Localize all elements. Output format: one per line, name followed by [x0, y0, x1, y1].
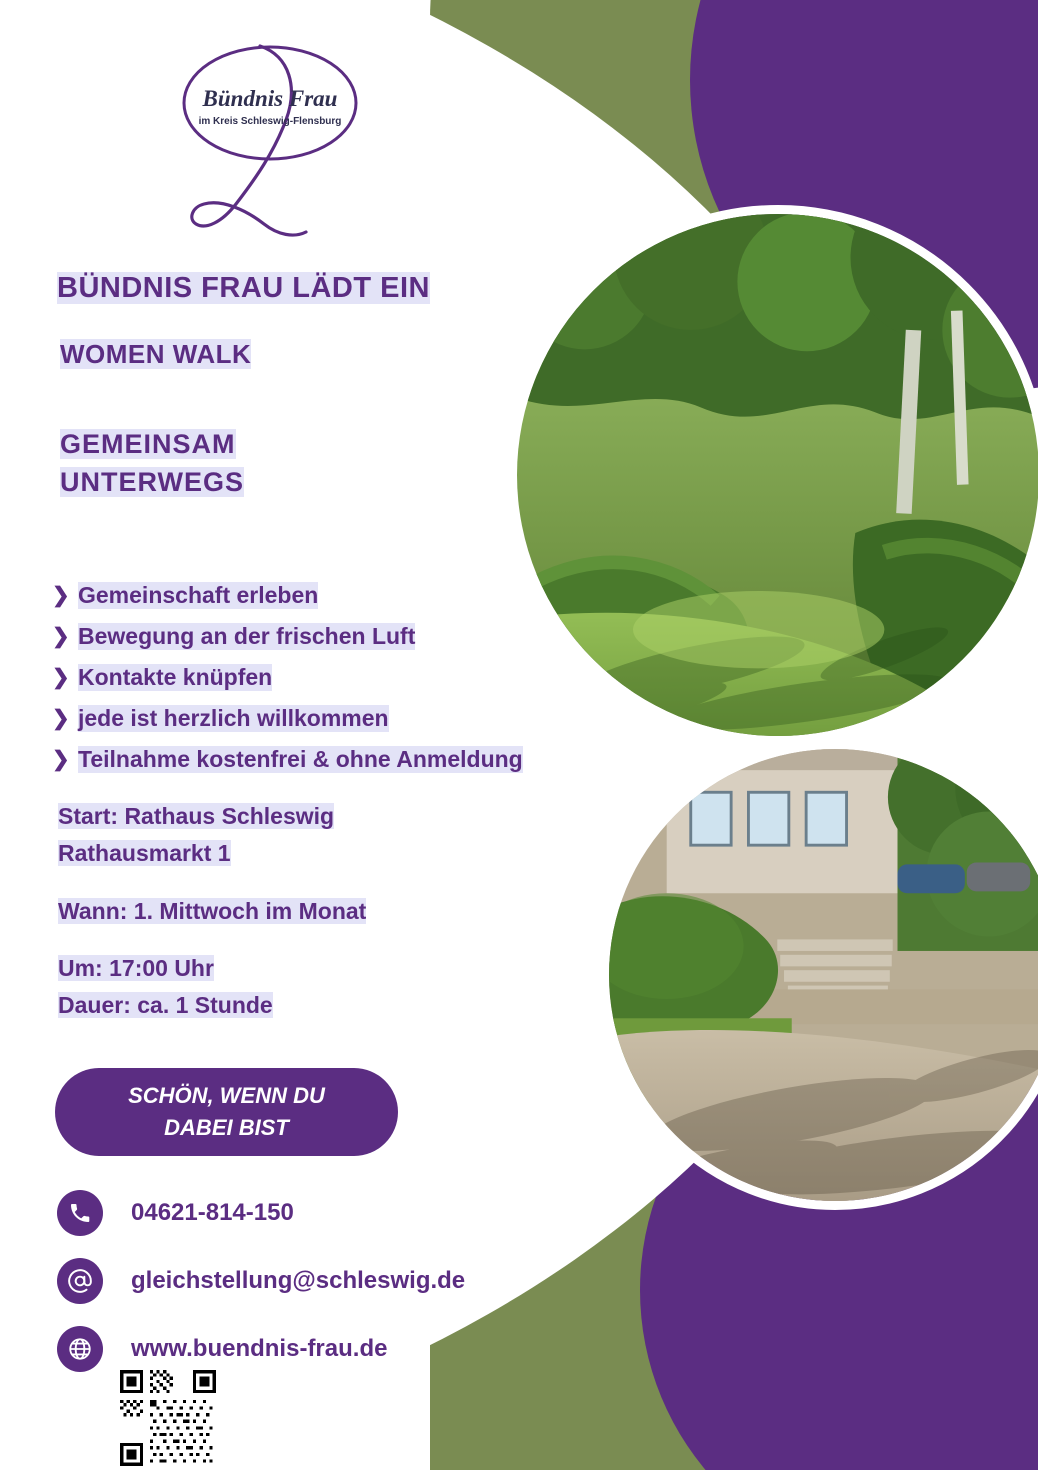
contact-phone-text: 04621-814-150	[131, 1199, 294, 1226]
slogan-line-2: UNTERWEGS	[60, 467, 245, 498]
qr-code[interactable]	[120, 1370, 216, 1466]
event-details	[58, 798, 618, 1024]
globe-icon	[57, 1326, 103, 1372]
subtitle-text: WOMEN WALK	[60, 339, 252, 369]
list-item	[52, 701, 632, 735]
detail-when	[58, 893, 618, 930]
cta-badge	[55, 1068, 398, 1156]
slogan	[60, 425, 244, 502]
contact-website-text: www.buendnis-frau.de	[131, 1335, 388, 1362]
list-item-label: Kontakte knüpfen	[78, 663, 273, 690]
detail-start-line2	[58, 835, 618, 872]
detail-time	[58, 950, 618, 987]
detail-duration	[58, 987, 618, 1024]
contact-block	[57, 1190, 465, 1394]
contact-email-text: gleichstellung@schleswig.de	[131, 1267, 466, 1294]
svg-text:Bündnis Frau: Bündnis Frau	[202, 86, 338, 111]
contact-email[interactable]	[57, 1258, 465, 1304]
detail-time-text: Um: 17:00 Uhr	[58, 954, 214, 981]
cta-line-1: SCHÖN, WENN DU	[128, 1083, 325, 1109]
chevron-right-icon: ❯	[52, 706, 70, 730]
contact-website[interactable]	[57, 1326, 465, 1372]
cta-line-2: DABEI BIST	[164, 1115, 289, 1140]
page-title-text: BÜNDNIS FRAU LÄDT EIN	[57, 272, 430, 304]
svg-text:im Kreis Schleswig-Flensburg: im Kreis Schleswig-Flensburg	[198, 116, 342, 127]
contact-phone[interactable]	[57, 1190, 465, 1236]
chevron-right-icon: ❯	[52, 583, 70, 607]
at-sign-icon	[57, 1258, 103, 1304]
detail-start-line1-text: Start: Rathaus Schleswig	[58, 803, 335, 829]
detail-when-text: Wann: 1. Mittwoch im Monat	[58, 897, 367, 924]
phone-icon	[57, 1190, 103, 1236]
list-item-label: Gemeinschaft erleben	[78, 581, 319, 608]
benefits-list	[52, 578, 632, 783]
slogan-line-1: GEMEINSAM	[60, 429, 236, 459]
detail-start-line2-text: Rathausmarkt 1	[58, 840, 231, 867]
logo-buendnis-frau	[160, 28, 375, 243]
chevron-right-icon: ❯	[52, 747, 70, 771]
chevron-right-icon: ❯	[52, 665, 70, 689]
list-item	[52, 578, 632, 612]
list-item	[52, 660, 632, 694]
list-item-label: Bewegung an der frischen Luft	[78, 622, 416, 649]
chevron-right-icon: ❯	[52, 624, 70, 648]
detail-start-line1	[58, 798, 618, 835]
page-title	[57, 272, 430, 305]
detail-duration-text: Dauer: ca. 1 Stunde	[58, 992, 273, 1018]
list-item	[52, 742, 632, 776]
list-item-label: jede ist herzlich willkommen	[78, 704, 389, 731]
subtitle	[60, 339, 251, 370]
list-item	[52, 619, 632, 653]
list-item-label: Teilnahme kostenfrei & ohne Anmeldung	[78, 745, 523, 772]
